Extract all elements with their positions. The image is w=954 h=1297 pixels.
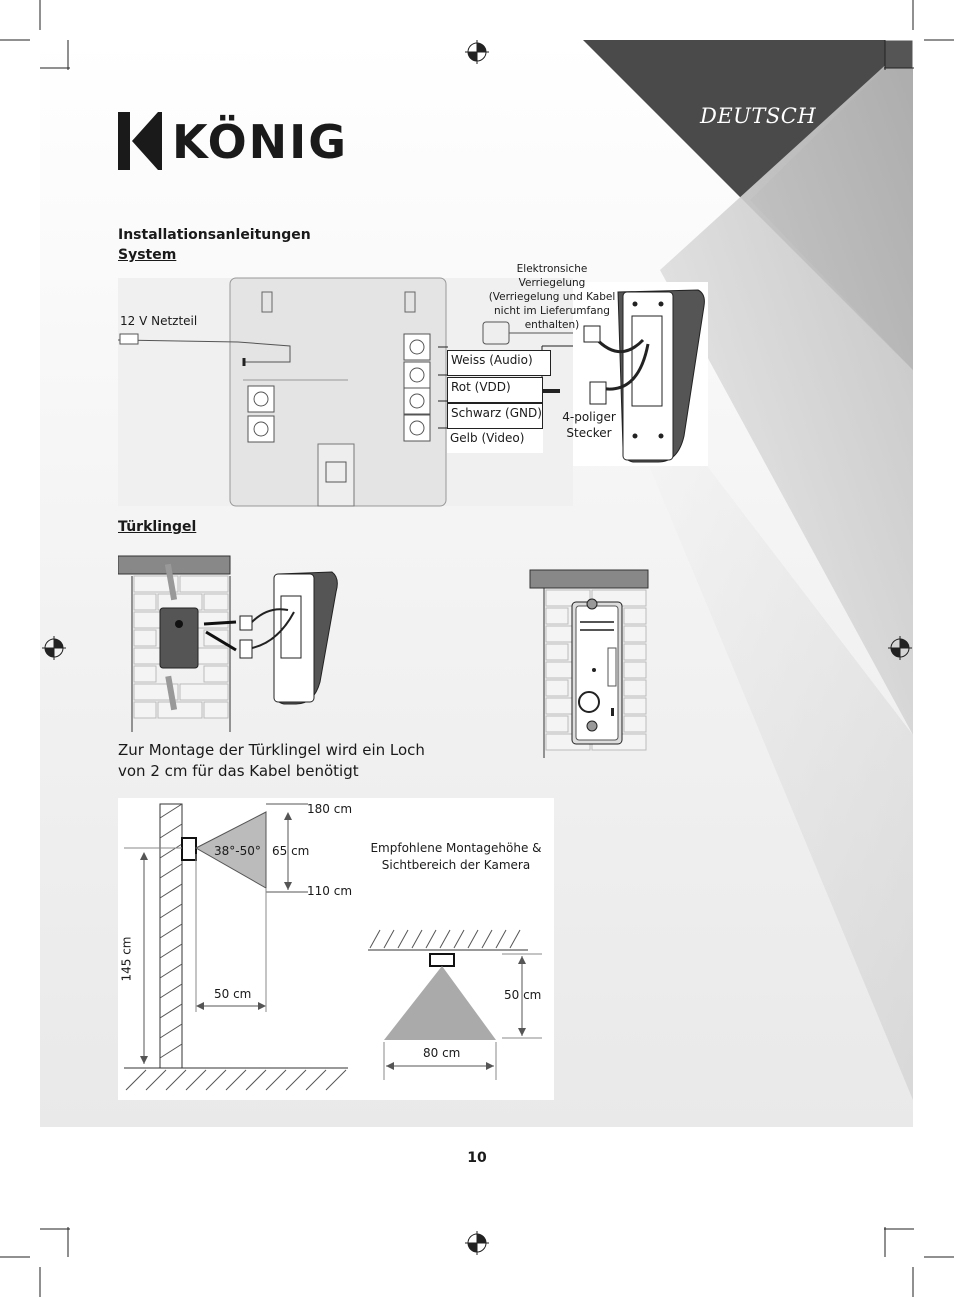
konig-logo-icon xyxy=(118,112,162,170)
bottom-height-label: 110 cm xyxy=(307,884,353,898)
doorbell-mounting-note: Zur Montage der Türklingel wird ein Loch von 2 cm für das Kabel benötigt xyxy=(118,741,425,780)
brand-logo-text: KÖNIG xyxy=(172,115,349,169)
angle-label: 38°-50° xyxy=(214,844,261,858)
doorbell-heading: Türklingel xyxy=(118,519,197,535)
section-title: Installationsanleitungen xyxy=(118,227,311,243)
top-height-label: 180 cm xyxy=(307,802,353,816)
system-wiring-diagram xyxy=(118,276,718,508)
electronic-lock-label: Elektronsiche Verriegelung (Verriegelung und Kabel nicht im Lieferumfang enthalten) xyxy=(488,263,616,331)
language-label: DEUTSCH xyxy=(700,104,817,128)
power-supply-label: 12 V Netzteil xyxy=(120,314,198,328)
doorbell-mounted-illustration xyxy=(528,568,650,758)
wire-label-yellow: Gelb (Video) xyxy=(447,429,543,453)
wire-label-white: Weiss (Audio) xyxy=(447,350,551,376)
span-label: 65 cm xyxy=(272,844,310,858)
plug-label: 4-poliger Stecker xyxy=(562,410,616,440)
ceiling-distance-label: 50 cm xyxy=(504,988,542,1002)
mounting-height-label: 145 cm xyxy=(119,936,134,982)
wire-label-black: Schwarz (GND) xyxy=(447,403,543,429)
page-number: 10 xyxy=(467,1150,487,1166)
mounting-caption: Empfohlene Montagehöhe & Sichtbereich der Kamera xyxy=(370,841,542,872)
distance-label: 50 cm xyxy=(214,987,252,1001)
wire-label-red: Rot (VDD) xyxy=(447,377,543,403)
width-label: 80 cm xyxy=(423,1046,461,1060)
doorbell-wall-illustration xyxy=(118,552,348,734)
system-heading: System xyxy=(118,247,177,263)
